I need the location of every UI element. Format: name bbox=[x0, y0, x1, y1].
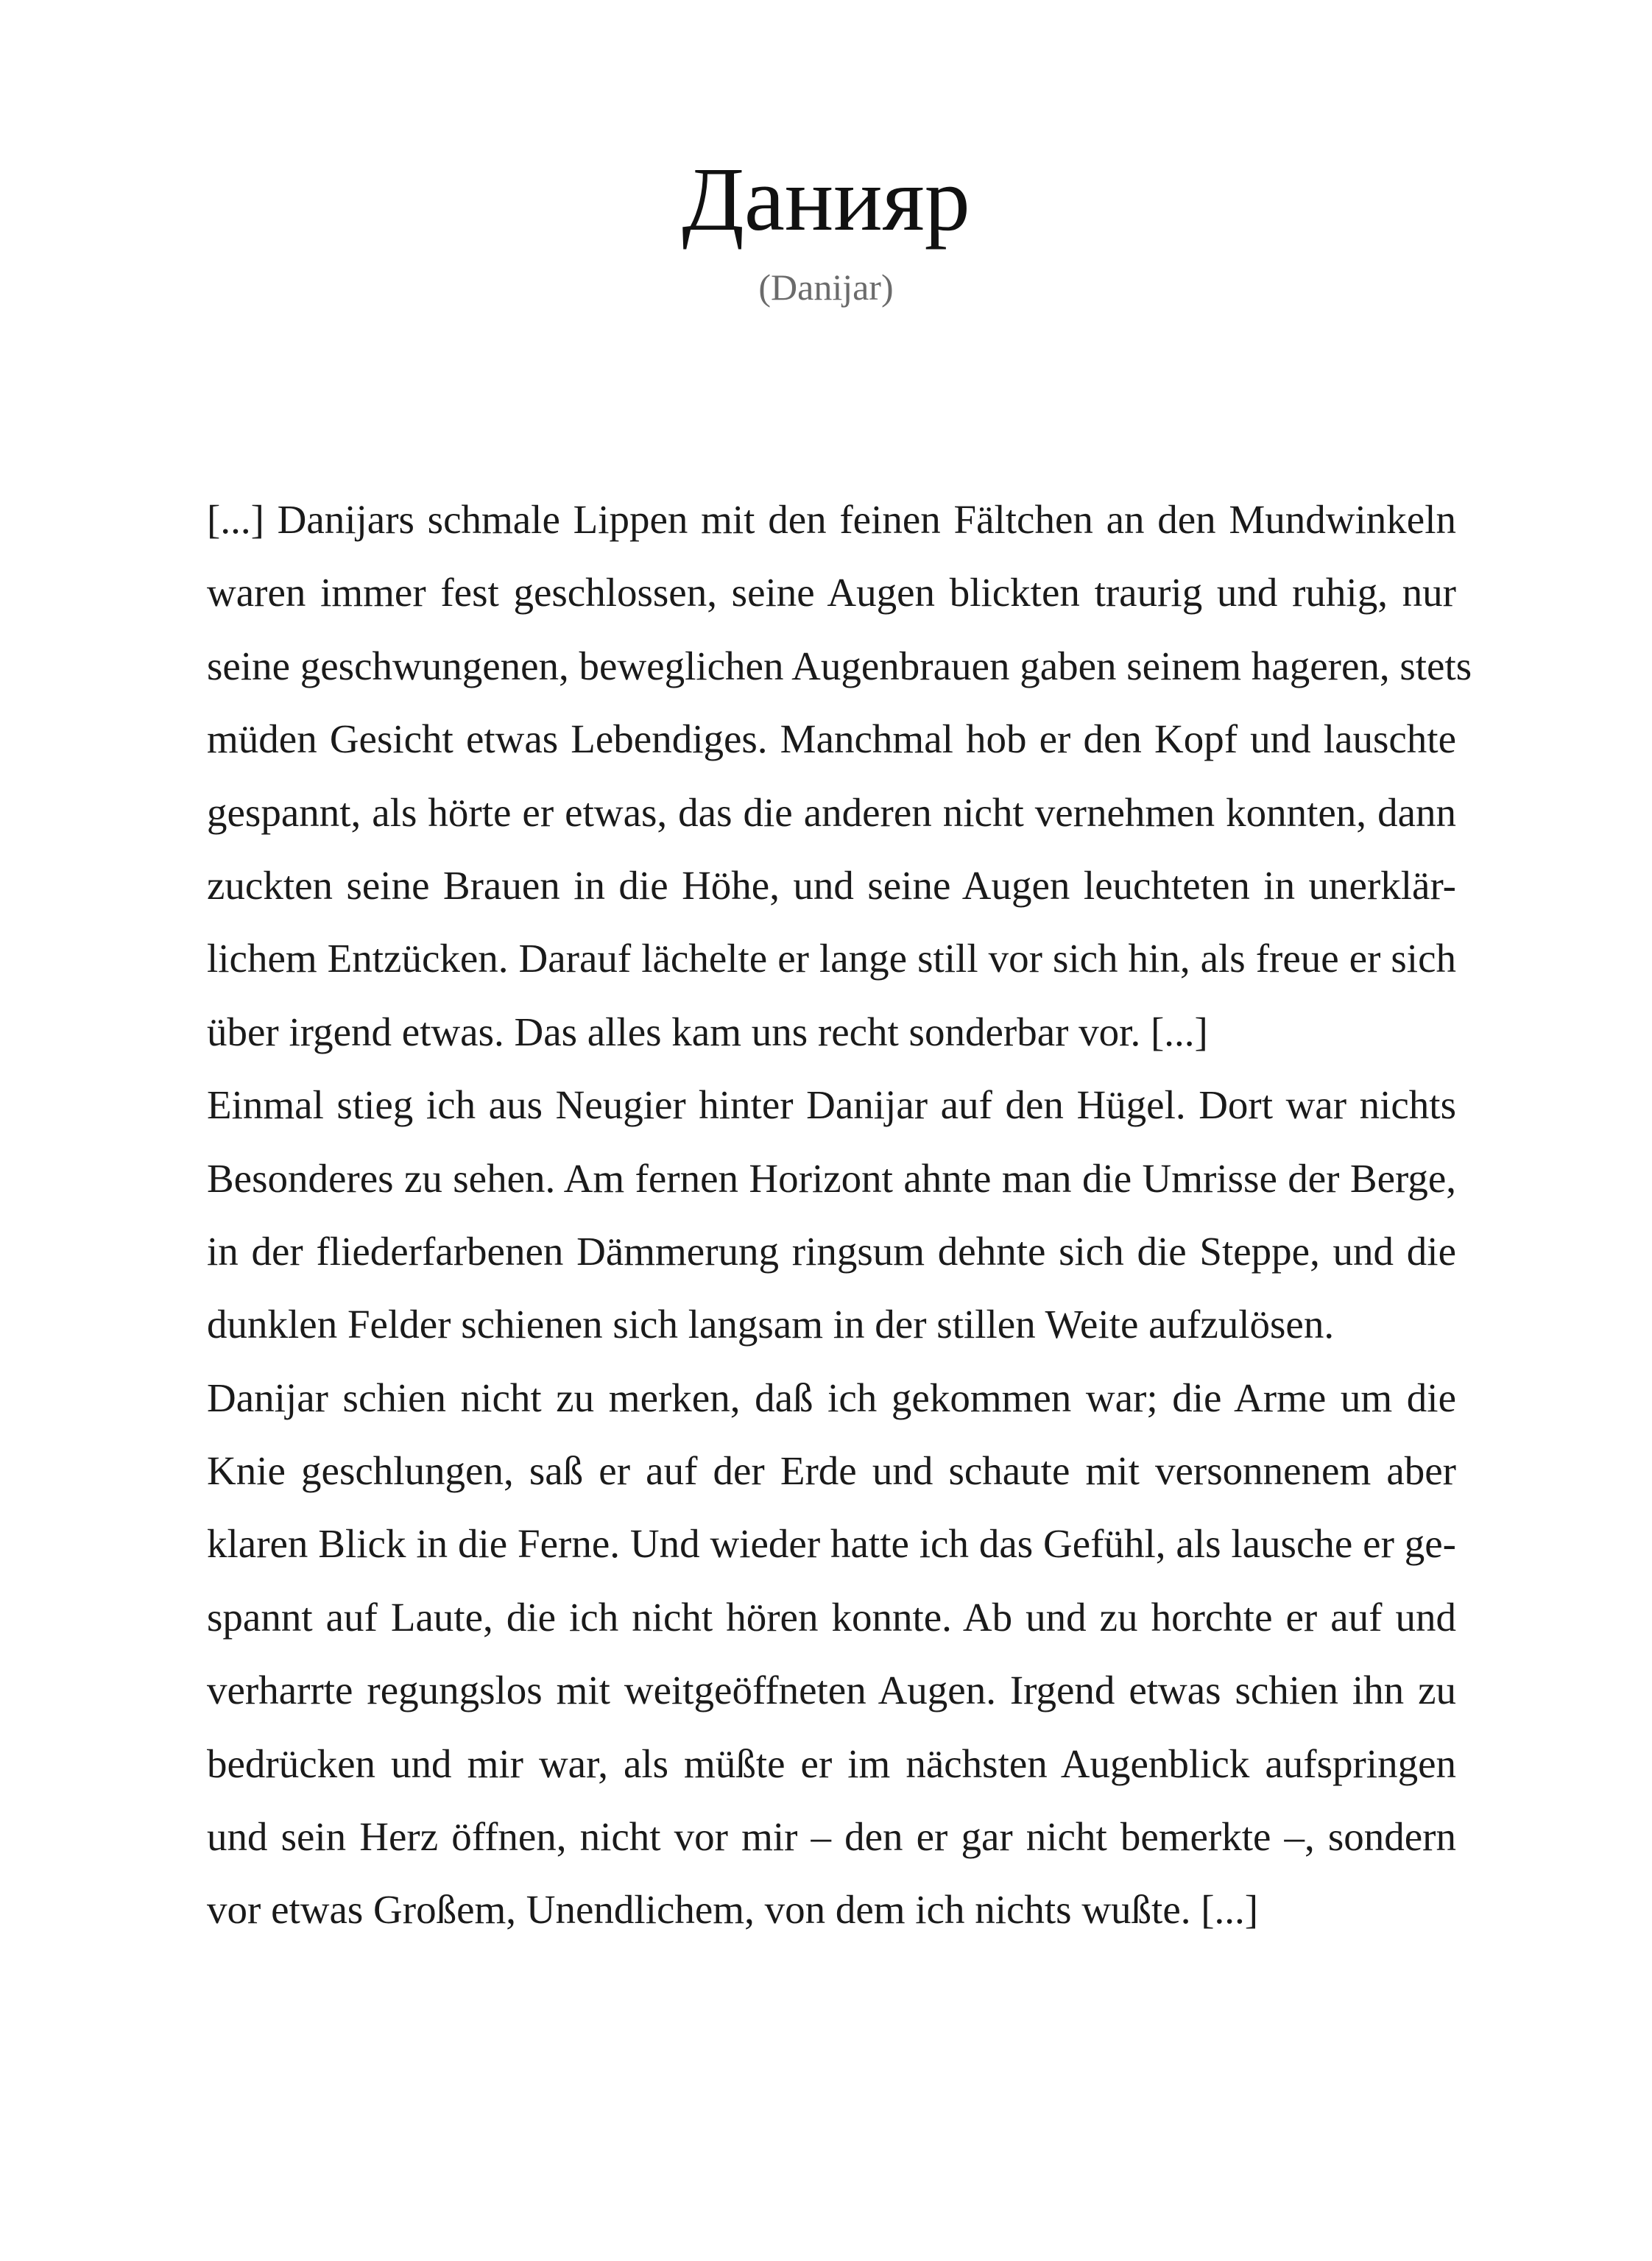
text-line: bedrücken und mir war, als müßte er im nächsten Augenblick aufspringen bbox=[207, 1740, 1456, 1786]
text-line: klaren Blick in die Ferne. Und wieder hatte ich das Gefühl, als lausche er ge- bbox=[207, 1521, 1456, 1567]
page-title: Данияр bbox=[682, 149, 970, 250]
paragraph bbox=[207, 1361, 1456, 1947]
text-line: [...] Danijars schmale Lippen mit den feinen Fältchen an den Mundwinkeln bbox=[207, 497, 1456, 542]
text-line: müden Gesicht etwas Lebendiges. Manchmal hob er den Kopf und lauschte bbox=[207, 716, 1456, 762]
paragraph bbox=[207, 483, 1472, 1068]
text-line: seine geschwungenen, beweglichen Augenbrauen gaben seinem hageren, stets bbox=[207, 643, 1472, 688]
text-line: dunklen Felder schienen sich langsam in der stillen Weite aufzulösen. bbox=[207, 1302, 1335, 1347]
text-line: Knie geschlungen, saß er auf der Erde und schaute mit versonnenem aber bbox=[207, 1448, 1456, 1494]
page-subtitle: (Danijar) bbox=[758, 267, 894, 308]
text-line: Besonderes zu sehen. Am fernen Horizont ahnte man die Umrisse der Berge, bbox=[207, 1155, 1456, 1201]
paragraph bbox=[207, 1068, 1456, 1361]
text-line: zuckten seine Brauen in die Höhe, und seine Augen leuchteten in unerklär- bbox=[207, 862, 1456, 908]
text-line: waren immer fest geschlossen, seine Augen blickten traurig und ruhig, nur bbox=[207, 570, 1456, 615]
text-line: in der fliederfarbenen Dämmerung ringsum dehnte sich die Steppe, und die bbox=[207, 1228, 1456, 1274]
text-line: vor etwas Großem, Unendlichem, von dem ich nichts wußte. [...] bbox=[207, 1887, 1259, 1933]
text-line: Einmal stieg ich aus Neugier hinter Danijar auf den Hügel. Dort war nichts bbox=[207, 1082, 1456, 1128]
text-line: Danijar schien nicht zu merken, daß ich gekommen war; die Arme um die bbox=[207, 1375, 1456, 1420]
text-line: gespannt, als hörte er etwas, das die anderen nicht vernehmen konnten, dann bbox=[207, 789, 1456, 835]
text-line: verharrte regungslos mit weitgeöffneten Augen. Irgend etwas schien ihn zu bbox=[207, 1668, 1456, 1713]
text-line: über irgend etwas. Das alles kam uns recht sonderbar vor. [...] bbox=[207, 1009, 1208, 1054]
body-text bbox=[207, 483, 1472, 1947]
text-line: spannt auf Laute, die ich nicht hören konnte. Ab und zu horchte er auf und bbox=[207, 1594, 1456, 1640]
text-line: lichem Entzücken. Darauf lächelte er lange still vor sich hin, als freue er sich bbox=[207, 936, 1456, 981]
text-line: und sein Herz öffnen, nicht vor mir – den er gar nicht bemerkte –, sondern bbox=[207, 1814, 1456, 1860]
